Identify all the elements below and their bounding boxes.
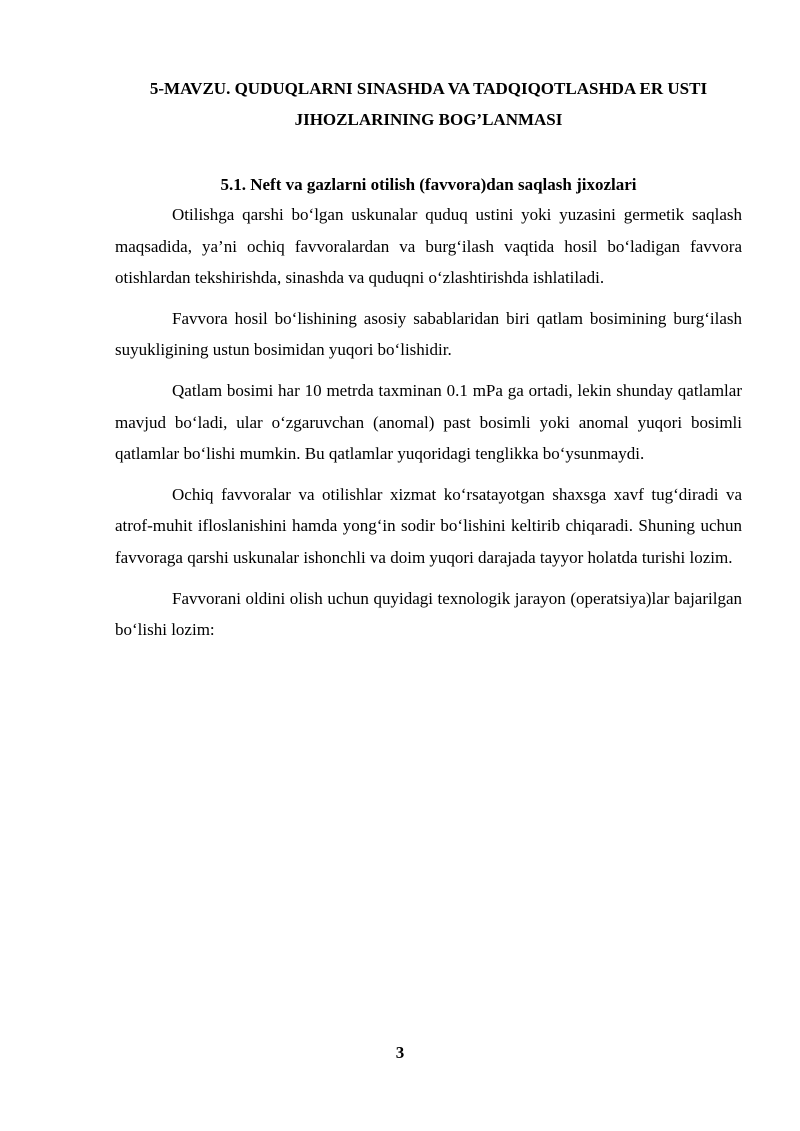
page-number: 3 — [395, 1043, 405, 1062]
paragraph-4: Ochiq favvoralar va otilishlar xizmat ko‘rsatayotgan shaxsga xavf tug‘diradi va atrof-muhit ifloslanishini hamda yong‘in sodir bo‘lishini keltirib chiqaradi. Shuning uchun favvoraga qarshi uskunalar ishonchli va doim yuqori darajada tayyor holatda turishi lozim. — [115, 484, 742, 567]
paragraph-1: Otilishga qarshi bo‘lgan uskunalar quduq ustini yoki yuzasini germetik saqlash maqsadida, ya’ni ochiq favvoralardan va burg‘ilash vaqtida hosil bo‘ladigan favvora otishlardan tekshirishda, sinashda va quduqni o‘zlashtirishda ishlatiladi. — [115, 205, 742, 288]
paragraph-3: Qatlam bosimi har 10 metrda taxminan 0.1 mPa ga ortadi, lekin shunday qatlamlar mavjud bo‘ladi, ular o‘zgaruvchan (anomal) past bosimli yoki anomal yuqori bosimli qatlamlar bo‘lishi mumkin. Bu qatlamlar yuqoridagi tenglikka bo‘ysunmaydi. — [115, 380, 742, 464]
chapter-title: 5-MAVZU. QUDUQLARNI SINASHDA VA TADQIQOTLASHDA ER USTI JIHOZLARINING BOG’LANMASI — [149, 79, 708, 129]
paragraph-5: Favvorani oldini olish uchun quyidagi texnologik jarayon (operatsiya)lar bajarilgan bo‘lishi lozim: — [115, 588, 742, 640]
paragraph-2: Favvora hosil bo‘lishining asosiy sabablaridan biri qatlam bosimining burg‘ilash suyukligining ustun bosimidan yuqori bo‘lishidir. — [115, 308, 742, 360]
section-title: 5.1. Neft va gazlarni otilish (favvora)dan saqlash jixozlari — [220, 175, 637, 194]
page-content — [115, 73, 742, 646]
